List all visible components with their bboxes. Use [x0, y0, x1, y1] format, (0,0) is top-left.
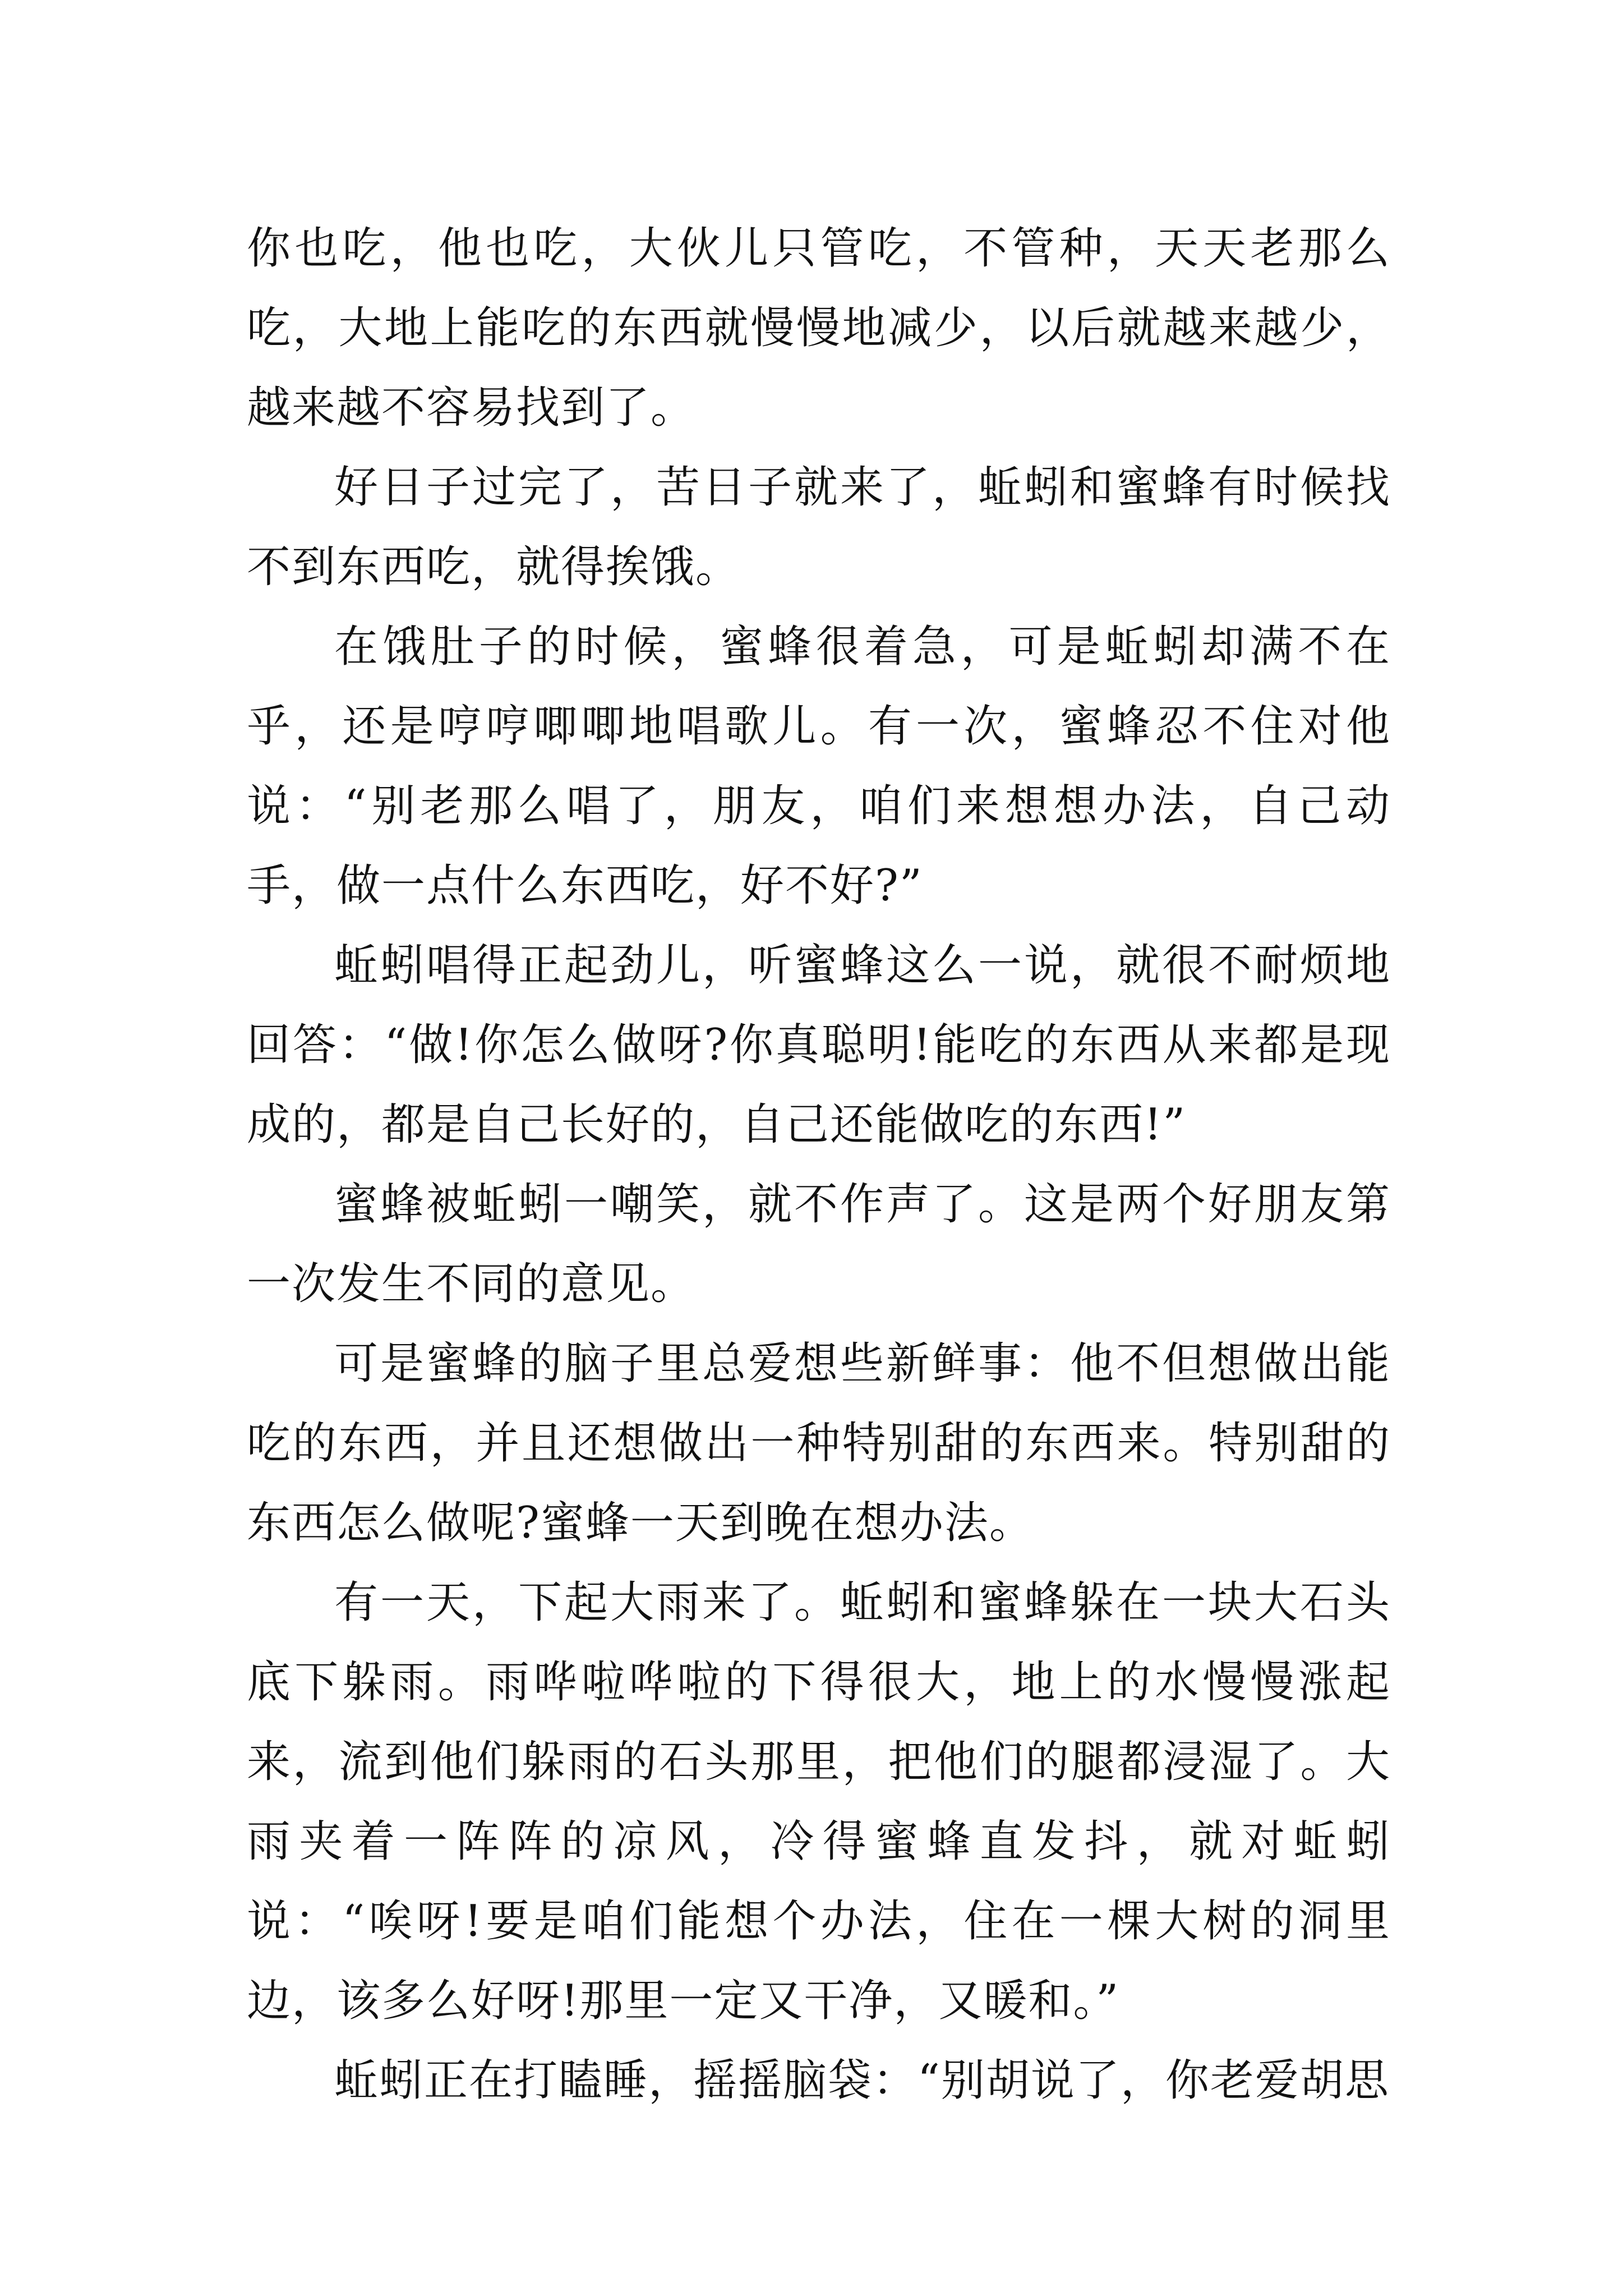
- paragraph-7: 有一天，下起大雨来了。蚯蚓和蜜蜂躲在一块大石头底下躲雨。雨哗啦哗啦的下得很大，地上的水慢慢涨起来，流到他们躲雨的石头那里，把他们的腿都浸湿了。大雨夹着一阵阵的凉风，冷得蜜蜂直发抖，就对蚯蚓说：“唉呀!要是咱们能想个办法，住在一棵大树的洞里边，该多么好呀!那里一定又干净，又暖和。”: [247, 1577, 1391, 2026]
- paragraph-4: 蚯蚓唱得正起劲儿，听蜜蜂这么一说，就很不耐烦地回答：“做!你怎么做呀?你真聪明!能吃的东西从来都是现成的，都是自己长好的，自己还能做吃的东西!”: [247, 940, 1391, 1150]
- story-text: [247, 209, 1391, 2120]
- paragraph-3: 在饿肚子的时候，蜜蜂很着急，可是蚯蚓却满不在乎，还是哼哼唧唧地唱歌儿。有一次，蜜蜂忍不住对他说：“别老那么唱了，朋友，咱们来想想办法，自己动手，做一点什么东西吃，好不好?”: [247, 622, 1391, 911]
- paragraph-8: 蚯蚓正在打瞌睡，摇摇脑袋：“别胡说了，你老爱胡思: [334, 2055, 1390, 2106]
- paragraph-1: 你也吃，他也吃，大伙儿只管吃，不管种，天天老那么吃，大地上能吃的东西就慢慢地减少，以后就越来越少，越来越不容易找到了。: [247, 223, 1391, 433]
- paragraph-2: 好日子过完了，苦日子就来了，蚯蚓和蜜蜂有时候找不到东西吃，就得挨饿。: [247, 462, 1391, 592]
- paragraph-6: 可是蜜蜂的脑子里总爱想些新鲜事：他不但想做出能吃的东西，并且还想做出一种特别甜的东西来。特别甜的东西怎么做呢?蜜蜂一天到晚在想办法。: [247, 1338, 1391, 1548]
- paragraph-5: 蜜蜂被蚯蚓一嘲笑，就不作声了。这是两个好朋友第一次发生不同的意见。: [247, 1179, 1391, 1309]
